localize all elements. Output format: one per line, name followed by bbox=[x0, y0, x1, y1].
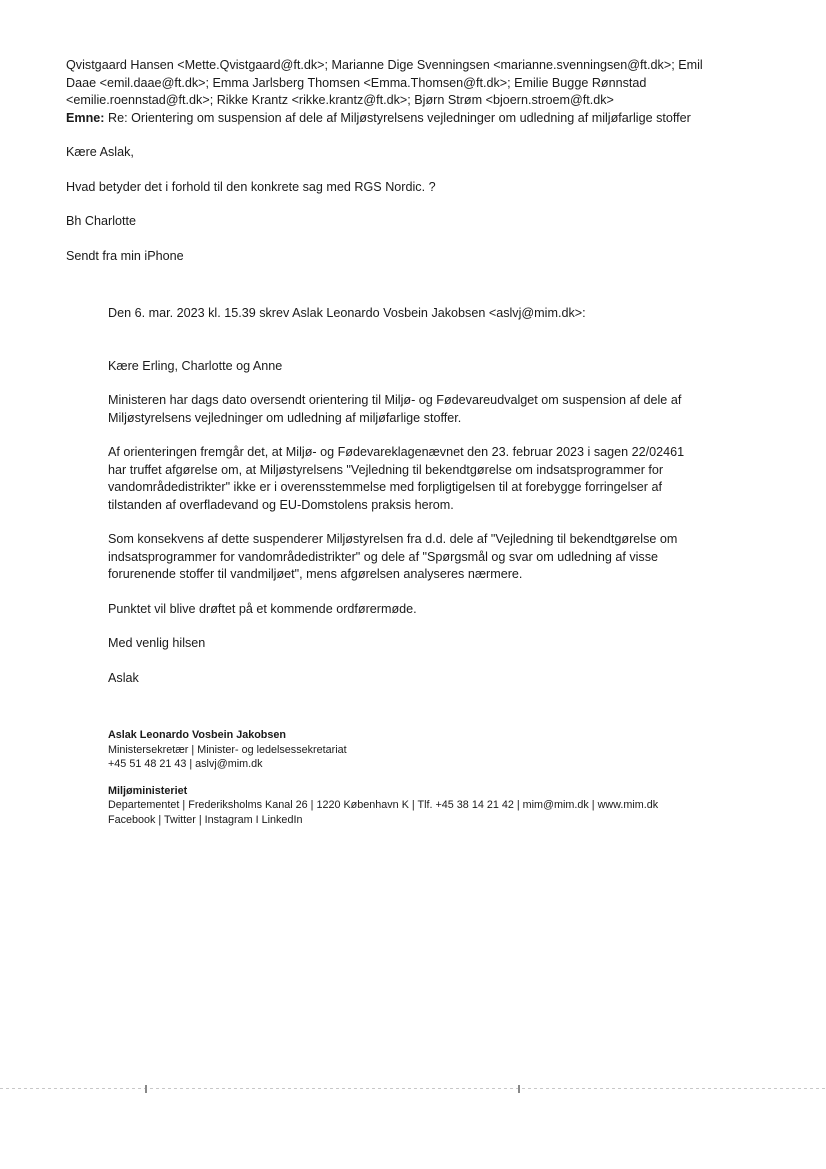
signature-org: Miljøministeriet bbox=[108, 784, 188, 797]
quoted-paragraph-2 bbox=[108, 444, 748, 514]
quoted-greeting: Kære Erling, Charlotte og Anne bbox=[108, 358, 283, 373]
signature-name: Aslak Leonardo Vosbein Jakobsen bbox=[108, 729, 287, 741]
reply-sent-from: Sendt fra min iPhone bbox=[66, 248, 184, 263]
subject-label: Emne: bbox=[66, 110, 105, 125]
perforation-rule bbox=[0, 1088, 826, 1089]
paragraph-line: indsatsprogrammer for vandområdedistrikter" og dele af "Spørgsmål og svar om udledning af visse bbox=[108, 549, 659, 564]
quoted-paragraph-3 bbox=[108, 531, 748, 584]
quoted-name: Aslak bbox=[108, 670, 139, 685]
quoted-intro: Den 6. mar. 2023 kl. 15.39 skrev Aslak Leonardo Vosbein Jakobsen <aslvj@mim.dk>: bbox=[108, 306, 586, 320]
scan-mark bbox=[145, 1085, 147, 1093]
paragraph-line: Af orienteringen fremgår det, at Miljø- og Fødevareklagenævnet den 23. februar 2023 i sagen 22/02461 bbox=[108, 445, 685, 459]
paragraph-line: vandområdedistrikter" ikke er i overensstemmelse med forpligtigelsen til at forebygge forringelser af bbox=[108, 480, 662, 494]
signature-address: Departementet | Frederiksholms Kanal 26 | 1220 København K | Tlf. +45 38 14 21 42 | mim@mim.dk | www.mim.dk bbox=[108, 799, 659, 811]
quoted-paragraph-4: Punktet vil blive drøftet på et kommende ordførermøde. bbox=[108, 601, 417, 616]
signature-title: Ministersekretær | Minister- og ledelsessekretariat bbox=[108, 743, 347, 756]
scan-artifact-line bbox=[0, 1085, 826, 1093]
recipients-list bbox=[66, 57, 756, 110]
paragraph-line: har truffet afgørelse om, at Miljøstyrelsens "Vejledning til bekendtgørelse om indsatsprogrammer for bbox=[108, 462, 664, 477]
paragraph-line: Som konsekvens af dette suspenderer Miljøstyrelsen fra d.d. dele af "Vejledning til bekendtgørelse om bbox=[108, 532, 678, 546]
recipients-line: Qvistgaard Hansen <Mette.Qvistgaard@ft.dk>; Marianne Dige Svenningsen <marianne.svenningsen@ft.dk>; Emil bbox=[66, 58, 703, 72]
reply-question: Hvad betyder det i forhold til den konkrete sag med RGS Nordic. ? bbox=[66, 179, 436, 194]
quoted-paragraph-1 bbox=[108, 392, 748, 427]
email-header-and-reply bbox=[66, 57, 756, 265]
paragraph-line: Ministeren har dags dato oversendt orientering til Miljø- og Fødevareudvalget om suspension af dele af bbox=[108, 393, 682, 407]
email-signature bbox=[108, 728, 658, 827]
reply-greeting: Kære Aslak, bbox=[66, 145, 134, 159]
paragraph-line: Miljøstyrelsens vejledninger om udledning af miljøfarlige stoffer. bbox=[108, 410, 462, 425]
subject-line bbox=[66, 110, 756, 128]
reply-signoff: Bh Charlotte bbox=[66, 214, 137, 228]
scan-mark bbox=[518, 1085, 520, 1093]
paragraph-line: forurenende stoffer til vandmiljøet", mens afgørelsen analyseres nærmere. bbox=[108, 567, 523, 581]
signature-social: Facebook | Twitter | Instagram I LinkedIn bbox=[108, 813, 303, 826]
signature-contact: +45 51 48 21 43 | aslvj@mim.dk bbox=[108, 758, 263, 770]
paragraph-line: tilstanden af overfladevand og EU-Domstolens praksis herom. bbox=[108, 497, 454, 512]
recipients-line: <emilie.roennstad@ft.dk>; Rikke Krantz <rikke.krantz@ft.dk>; Bjørn Strøm <bjoern.stroem@ft.dk> bbox=[66, 93, 614, 107]
quoted-message bbox=[108, 305, 748, 687]
quoted-closing: Med venlig hilsen bbox=[108, 636, 206, 650]
subject-value: Re: Orientering om suspension af dele af Miljøstyrelsens vejledninger om udledning af miljøfarlige stoffer bbox=[108, 110, 691, 125]
recipients-line: Daae <emil.daae@ft.dk>; Emma Jarlsberg Thomsen <Emma.Thomsen@ft.dk>; Emilie Bugge Rønnstad bbox=[66, 75, 647, 90]
